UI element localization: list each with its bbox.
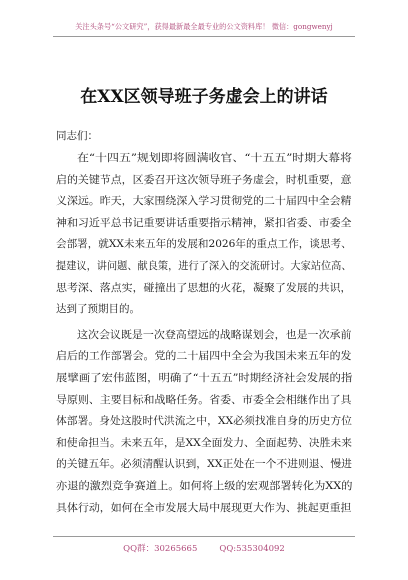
- body-line: 这次会议既是一次登高望远的战略谋划会，也是一次承前: [77, 328, 352, 341]
- header-banner: 关注头条号“公文研究”，获得最新最全最专业的公文资料库！ 微信：gongwenyj: [75, 22, 333, 31]
- body-line: 启的关键节点，区委召开这次领导班子务虚会，时机重要，意: [56, 173, 352, 186]
- body-line: 义深远。昨天，大家围绕深入学习贯彻党的二十届四中全会精: [56, 195, 352, 208]
- document-title: 在XX区领导班子务虚会上的讲话: [80, 87, 328, 107]
- qq-group-label: QQ群：30265665: [123, 544, 198, 554]
- body-line: 和使命担当。未来五年，是XX全面发力、全面起势、决胜未来: [56, 436, 352, 449]
- body-line: 达到了预期目的。: [56, 303, 140, 316]
- body-line: 的关键五年。必须清醒认识到，XX正处在一个不进则退、慢进: [56, 458, 352, 471]
- qq-number-label: QQ:535304092: [219, 544, 285, 554]
- footer-divider: [53, 536, 355, 537]
- body-line: 启后的工作部署会。党的二十届四中全会为我国未来五年的发: [56, 350, 352, 363]
- salutation: 同志们：: [56, 130, 98, 142]
- body-line: 体部署。身处这股时代洪流之中，XX必须找准自身的历史方位: [56, 415, 352, 428]
- body-line: 会部署，就XX未来五年的发展和2026年的重点工作，谈思考、: [56, 238, 352, 251]
- body-line: 思考深、落点实，碰撞出了思想的火花，凝聚了发展的共识，: [56, 281, 352, 294]
- body-line: 神和习近平总书记重要讲话重要指示精神，紧扣省委、市委全: [56, 216, 352, 229]
- body-line: 导原则、主要目标和战略任务。省委、市委全会相继作出了具: [56, 393, 352, 406]
- body-line: 提建议，讲问题、献良策，进行了深入的交流研讨。大家站位高、: [56, 260, 352, 272]
- footer-contacts: [0, 542, 408, 554]
- body-line: 亦退的激烈竞争赛道上。如何将上级的宏观部署转化为XX的: [56, 480, 353, 492]
- body-line: 展擘画了宏伟蓝图，明确了“十五五”时期经济社会发展的指: [56, 372, 353, 384]
- header-divider: [53, 36, 355, 37]
- body-line: 具体行动，如何在全市发展大局中展现更大作为、挑起更重担: [56, 501, 352, 514]
- body-line: 在“十四五”规划即将圆满收官、“十五五”时期大幕将: [77, 152, 352, 164]
